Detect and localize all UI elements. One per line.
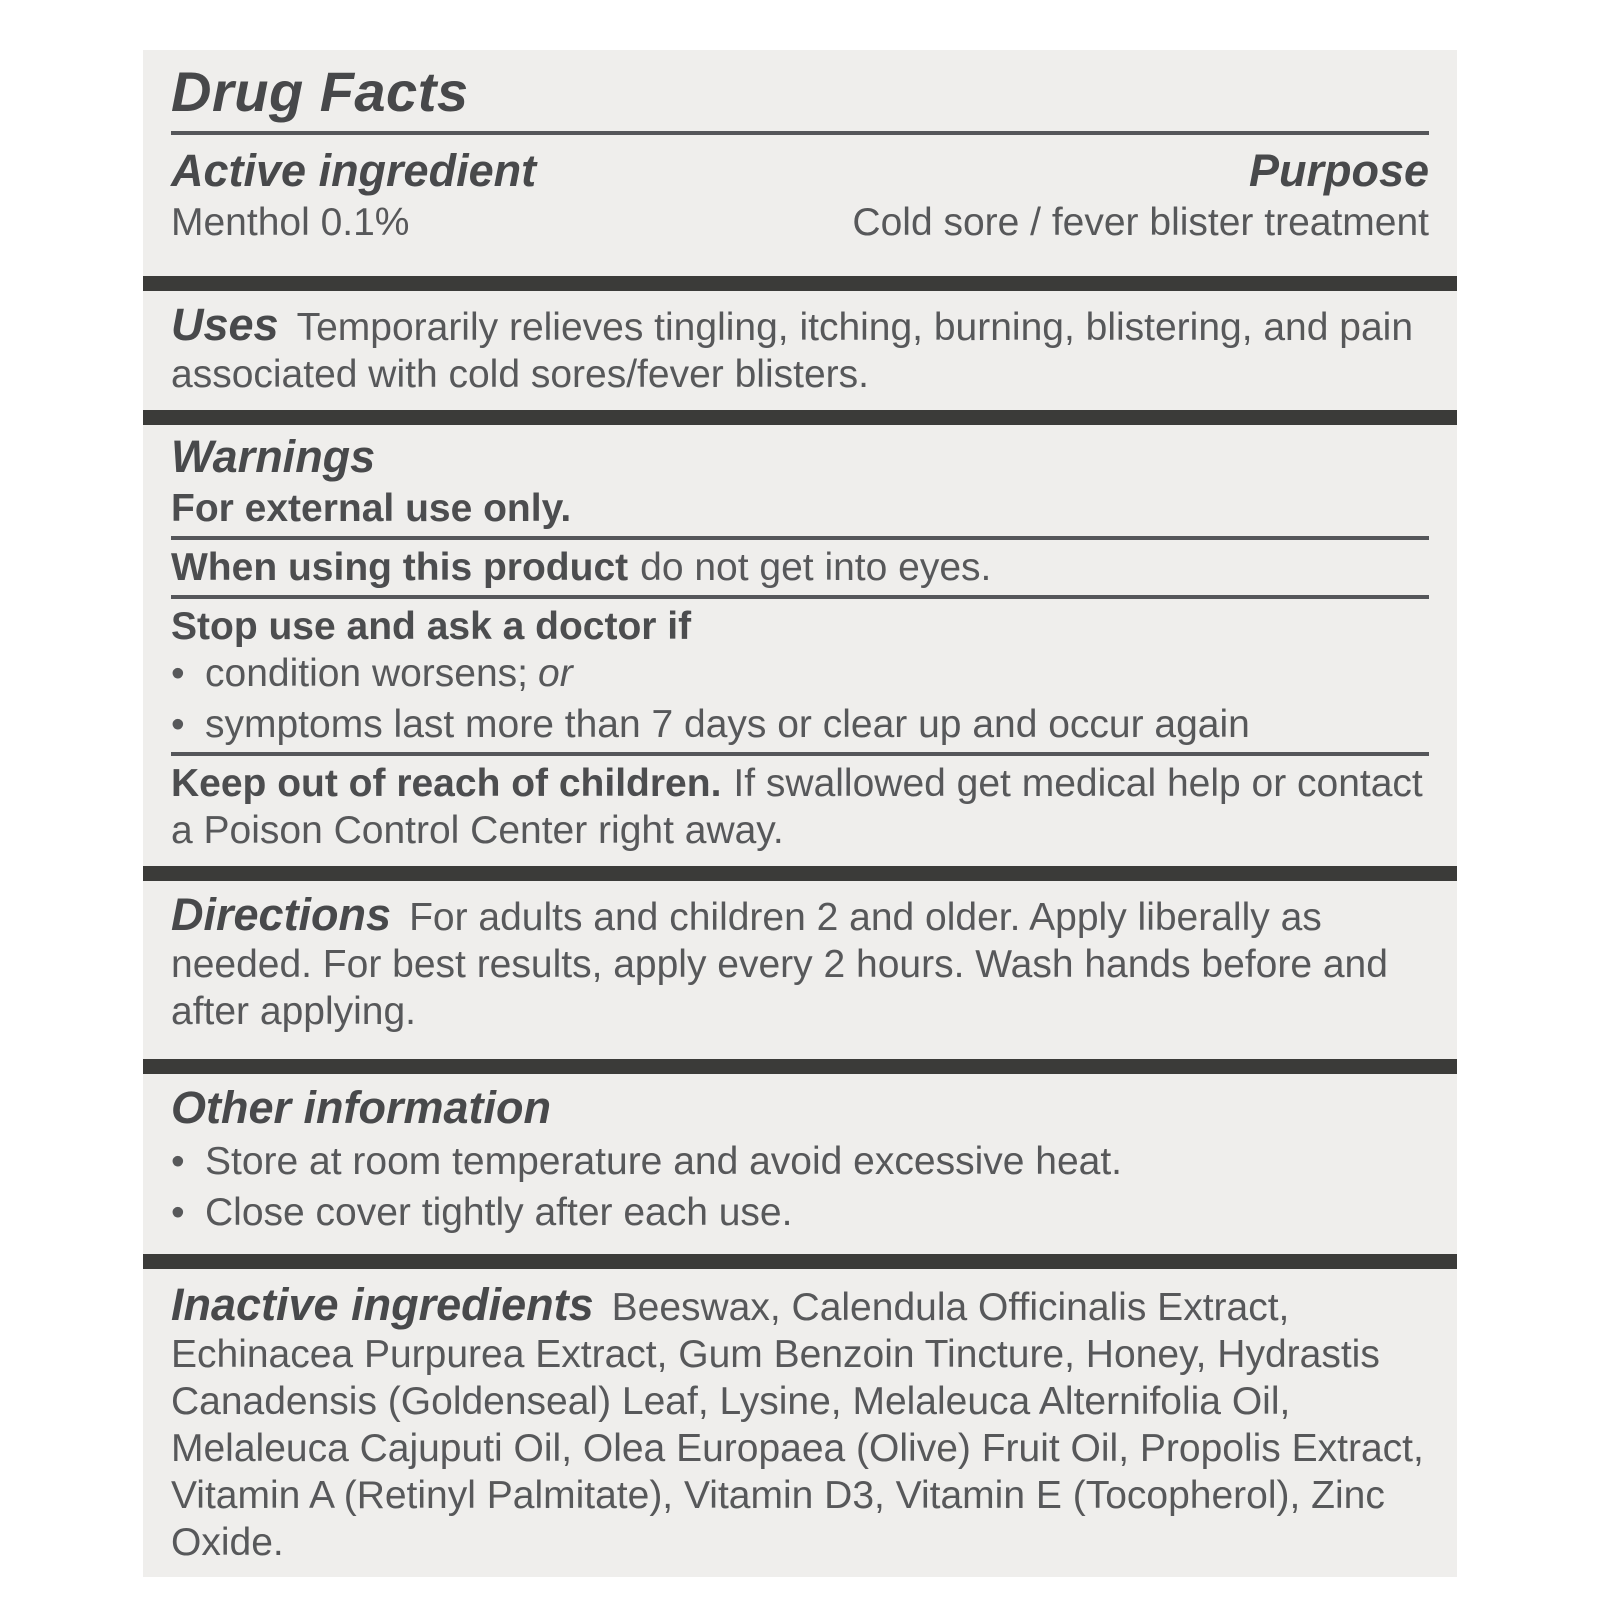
- purpose-block: [852, 147, 1429, 246]
- warnings-bullet-2-text: symptoms last more than 7 days or clear up and occur again: [205, 703, 1250, 746]
- warnings-heading: Warnings: [171, 431, 376, 482]
- other-information-heading: Other information: [171, 1082, 551, 1133]
- purpose-value: Cold sore / fever blister treatment: [852, 201, 1429, 244]
- other-info-bullet-1: [171, 1138, 1429, 1185]
- keep-out-rest: If swallowed get medical help or contact a Poison Control Center right away.: [171, 762, 1423, 852]
- active-ingredient-block: [171, 147, 536, 246]
- bullet-icon: •: [171, 703, 185, 746]
- inactive-ingredients-text: Beeswax, Calendula Officinalis Extract, Echinacea Purpurea Extract, Gum Benzoin Tincture, Honey, Hydrastis Canadensis (Goldenseal) Leaf, Lysine, Melaleuca Alternifolia Oil, Melaleuca Cajuputi Oil, Olea Europaea (Olive) Fruit Oil, Propolis Extract, Vitamin A (Retinyl Palmitate), Vitamin D3, Vitamin E (Tocopherol), Zinc Oxide.: [171, 1286, 1424, 1564]
- when-using-bold: When using this product: [171, 546, 629, 589]
- directions-section: [143, 881, 1457, 1059]
- when-using-rest: do not get into eyes.: [640, 546, 992, 589]
- other-info-bullet-2: [171, 1189, 1429, 1236]
- drug-facts-panel: [143, 50, 1457, 1577]
- other-information-section: [143, 1074, 1457, 1254]
- section-divider-4: [143, 1059, 1457, 1074]
- warnings-divider-1: [171, 536, 1429, 540]
- warnings-bullet-1-italic: or: [538, 652, 573, 695]
- warnings-divider-2: [171, 595, 1429, 599]
- warnings-divider-3: [171, 752, 1429, 756]
- section-divider-5: [143, 1254, 1457, 1269]
- active-ingredient-purpose-row: [143, 135, 1457, 276]
- warnings-bullet-1-text: [205, 650, 1429, 697]
- other-info-bullet-2-text: Close cover tightly after each use.: [205, 1191, 793, 1234]
- stop-use-heading: Stop use and ask a doctor if: [171, 605, 692, 648]
- uses-heading: Uses: [171, 299, 279, 350]
- warnings-bullet-1: [171, 650, 1429, 697]
- directions-heading: Directions: [171, 889, 392, 940]
- uses-text: Temporarily relieves tingling, itching, burning, blistering, and pain associated with cold sores/fever blisters.: [171, 306, 1414, 396]
- bullet-icon: •: [171, 1191, 185, 1234]
- active-ingredient-value: Menthol 0.1%: [171, 201, 410, 244]
- drug-facts-title: Drug Facts: [171, 60, 469, 123]
- other-info-bullet-1-text: Store at room temperature and avoid excessive heat.: [205, 1140, 1122, 1183]
- when-using-line: [171, 544, 1429, 591]
- active-ingredient-heading: Active ingredient: [171, 145, 537, 196]
- external-use-line: For external use only.: [171, 487, 572, 530]
- bullet-icon: •: [171, 1140, 185, 1183]
- section-divider-2: [143, 410, 1457, 425]
- warnings-bullet-1-main: condition worsens;: [205, 652, 529, 695]
- directions-text: For adults and children 2 and older. Apply liberally as needed. For best results, apply every 2 hours. Wash hands before and after applying.: [171, 896, 1388, 1033]
- uses-section: [143, 291, 1457, 410]
- purpose-heading: Purpose: [1248, 145, 1429, 196]
- inactive-ingredients-heading: Inactive ingredients: [171, 1279, 594, 1330]
- section-divider-3: [143, 866, 1457, 881]
- keep-out-bold: Keep out of reach of children.: [171, 762, 722, 805]
- section-divider-1: [143, 276, 1457, 291]
- keep-out-paragraph: [171, 760, 1429, 854]
- inactive-ingredients-section: [143, 1269, 1457, 1577]
- warnings-section: [143, 425, 1457, 866]
- bullet-icon: •: [171, 652, 185, 695]
- warnings-bullet-2: [171, 701, 1429, 748]
